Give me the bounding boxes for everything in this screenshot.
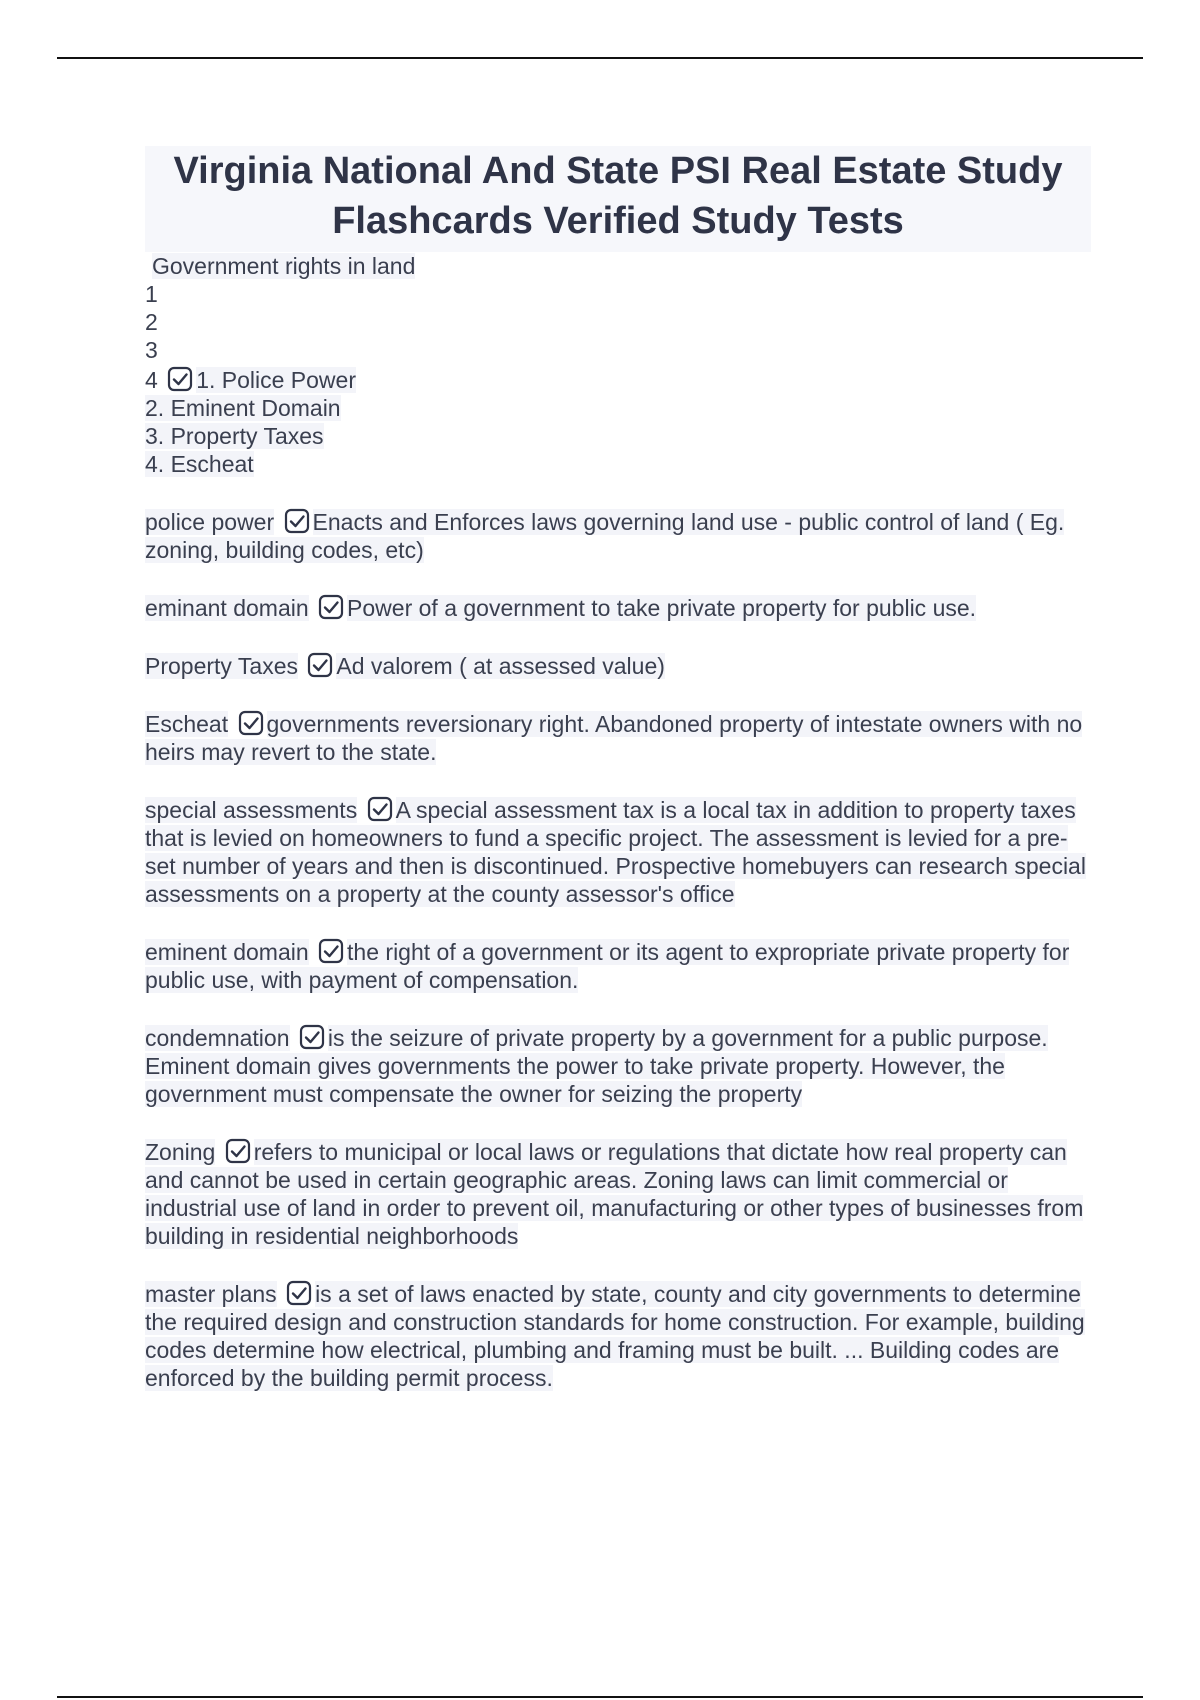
flashcard-entry — [145, 938, 1091, 994]
intro-number: 3 — [145, 337, 158, 363]
flashcard-entry — [145, 1024, 1091, 1108]
check-box-icon — [286, 1280, 312, 1306]
flashcard-entry — [145, 652, 1091, 680]
intro-answer: 1. Police Power — [196, 367, 356, 393]
header-rule — [57, 57, 1143, 59]
check-box-icon — [299, 1024, 325, 1050]
flashcard-definition: Power of a government to take private property for public use. — [347, 595, 977, 621]
flashcard-term: master plans — [145, 1281, 277, 1307]
check-box-icon — [284, 508, 310, 534]
check-box-icon — [318, 594, 344, 620]
flashcard-definition: governments reversionary right. Abandoned property of intestate owners with no heirs may revert to the state. — [145, 711, 1083, 765]
check-box-icon — [367, 796, 393, 822]
footer-rule — [57, 1696, 1143, 1698]
intro-answer: 4. Escheat — [145, 451, 254, 477]
flashcard-term: Property Taxes — [145, 653, 298, 679]
flashcard-term: condemnation — [145, 1025, 290, 1051]
flashcard-entry — [145, 594, 1091, 622]
intro-answer: 2. Eminent Domain — [145, 395, 341, 421]
intro-number: 2 — [145, 309, 158, 335]
intro-answer: 3. Property Taxes — [145, 423, 324, 449]
flashcard-term: eminent domain — [145, 939, 309, 965]
intro-question: Government rights in land — [152, 253, 416, 279]
flashcard-term: special assessments — [145, 797, 358, 823]
intro-card — [145, 252, 1091, 478]
check-box-icon — [167, 366, 193, 392]
check-box-icon — [225, 1138, 251, 1164]
flashcard-definition: is the seizure of private property by a government for a public purpose. Eminent domain gives governments the power to take private property. However, the government must compensate the owner for seizing the property — [145, 1025, 1048, 1107]
flashcard-entry — [145, 508, 1091, 564]
page-title: Virginia National And State PSI Real Estate Study Flashcards Verified Study Tests — [145, 146, 1091, 252]
flashcard-term: Zoning — [145, 1139, 216, 1165]
check-box-icon — [307, 652, 333, 678]
flashcard-term: eminant domain — [145, 595, 309, 621]
check-box-icon — [238, 710, 264, 736]
flashcard-definition: Ad valorem ( at assessed value) — [336, 653, 665, 679]
flashcard-definition: is a set of laws enacted by state, county and city governments to determine the required design and construction standards for home construction. For example, building codes determine how electrical, plumbing and framing must be built. ... Building codes are enforced by the building permit process. — [145, 1281, 1085, 1391]
flashcard-term: Escheat — [145, 711, 229, 737]
flashcard-definition: A special assessment tax is a local tax in addition to property taxes that is levied on homeowners to fund a specific project. The assessment is levied for a pre-set number of years and then is discontinued. Prospective homebuyers can research special assessments on a property at the county assessor's office — [145, 797, 1086, 907]
flashcard-list — [145, 508, 1091, 1392]
flashcard-entry — [145, 1138, 1091, 1250]
flashcard-definition: the right of a government or its agent to expropriate private property for public use, with payment of compensation. — [145, 939, 1070, 993]
intro-number: 1 — [145, 281, 158, 307]
flashcard-entry — [145, 710, 1091, 766]
flashcard-entry — [145, 796, 1091, 908]
flashcard-entry — [145, 1280, 1091, 1392]
flashcard-definition: refers to municipal or local laws or regulations that dictate how real property can and cannot be used in certain geographic areas. Zoning laws can limit commercial or industrial use of land in order to prevent oil, manufacturing or other types of businesses from building in residential neighborhoods — [145, 1139, 1084, 1249]
check-box-icon — [318, 938, 344, 964]
document-body — [145, 146, 1091, 1392]
flashcard-definition: Enacts and Enforces laws governing land use - public control of land ( Eg. zoning, building codes, etc) — [145, 509, 1065, 563]
intro-number: 4 — [145, 367, 158, 393]
flashcard-term: police power — [145, 509, 275, 535]
